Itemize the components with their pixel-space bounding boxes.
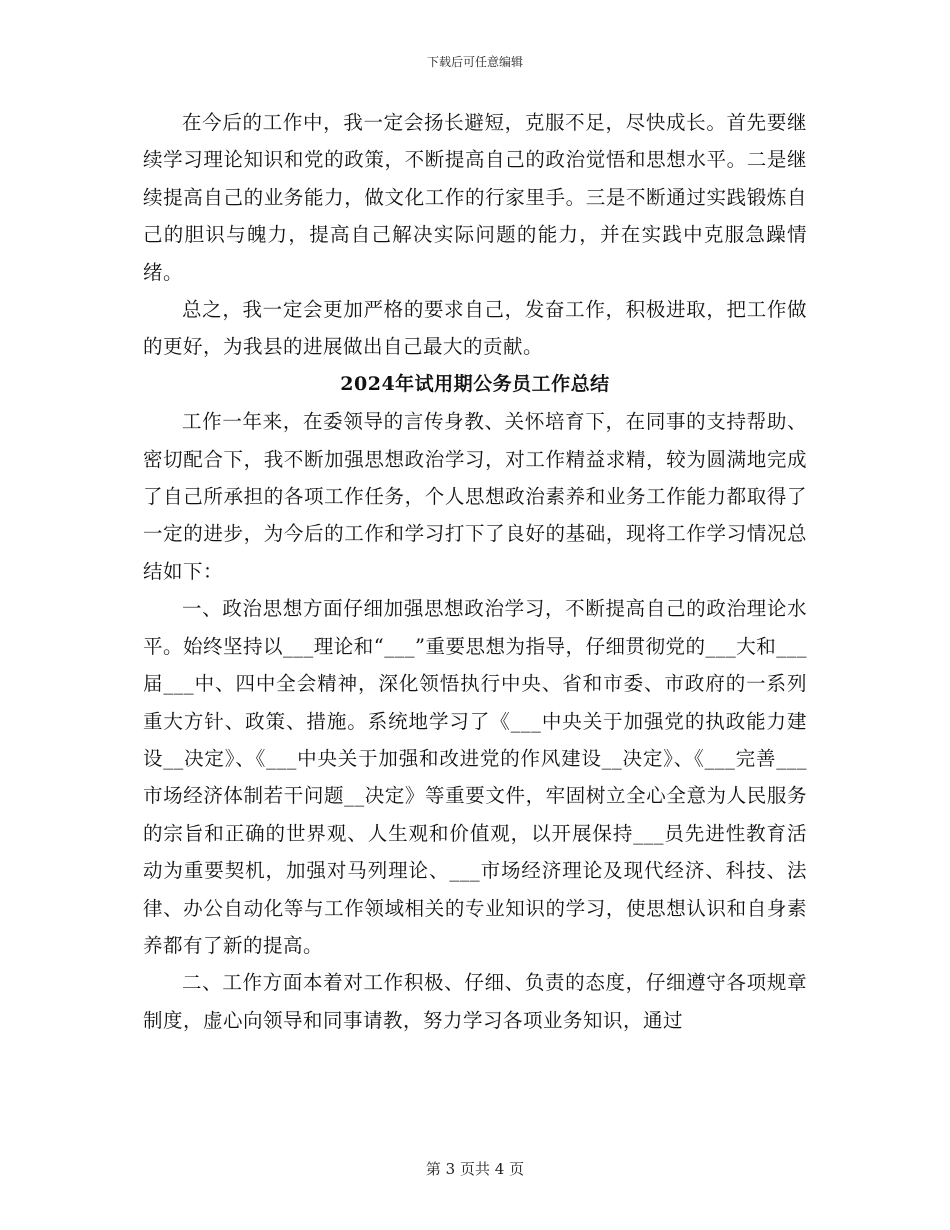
page-header: 下载后可任意编辑: [426, 55, 523, 69]
paragraph-conclusion: 总之，我一定会更加严格的要求自己，发奋工作，积极进取，把工作做的更好，为我县的进展做出自己最大的贡献。: [143, 298, 807, 359]
paragraph-intro: 工作一年来，在委领导的言传身教、关怀培育下，在同事的支持帮助、密切配合下，我不断加强思想政治学习，对工作精益求精，较为圆满地完成了自己所承担的各项工作任务，个人思想政治素养和业务工作能力都取得了一定的进步，为今后的工作和学习打下了良好的基础，现将工作学习情况总结如下：: [143, 410, 807, 583]
paragraph-political: 一、政治思想方面仔细加强思想政治学习，不断提高自己的政治理论水平。始终坚持以___理论和“___”重要思想为指导，仔细贯彻党的___大和___届___中、四中全会精神，深化领悟执行中央、省和市委、市政府的一系列重大方针、政策、措施。系统地学习了《___中央关于加强党的执政能力建设__决定》、《___中央关于加强和改进党的作风建设__决定》、《___完善___市场经济体制若干问题__决定》等重要文件，牢固树立全心全意为人民服务的宗旨和正确的世界观、人生观和价值观，以开展保持___员先进性教育活动为重要契机，加强对马列理论、___市场经济理论及现代经济、科技、法律、办公自动化等与工作领域相关的专业知识的学习，使思想认识和自身素养都有了新的提高。: [143, 597, 807, 957]
document-body: [143, 104, 807, 1039]
section-title: 2024年试用期公务员工作总结: [340, 372, 610, 395]
paragraph-work: 二、工作方面本着对工作积极、仔细、负责的态度，仔细遵守各项规章制度，虚心向领导和同事请教，努力学习各项业务知识，通过: [143, 971, 807, 1032]
paragraph-improvement-plan: 在今后的工作中，我一定会扬长避短，克服不足，尽快成长。首先要继续学习理论知识和党的政策，不断提高自己的政治觉悟和思想水平。二是继续提高自己的业务能力，做文化工作的行家里手。三是不断通过实践锻炼自己的胆识与魄力，提高自己解决实际问题的能力，并在实践中克服急躁情绪。: [143, 111, 807, 284]
page-footer: 第 3 页共 4 页: [425, 1160, 525, 1178]
